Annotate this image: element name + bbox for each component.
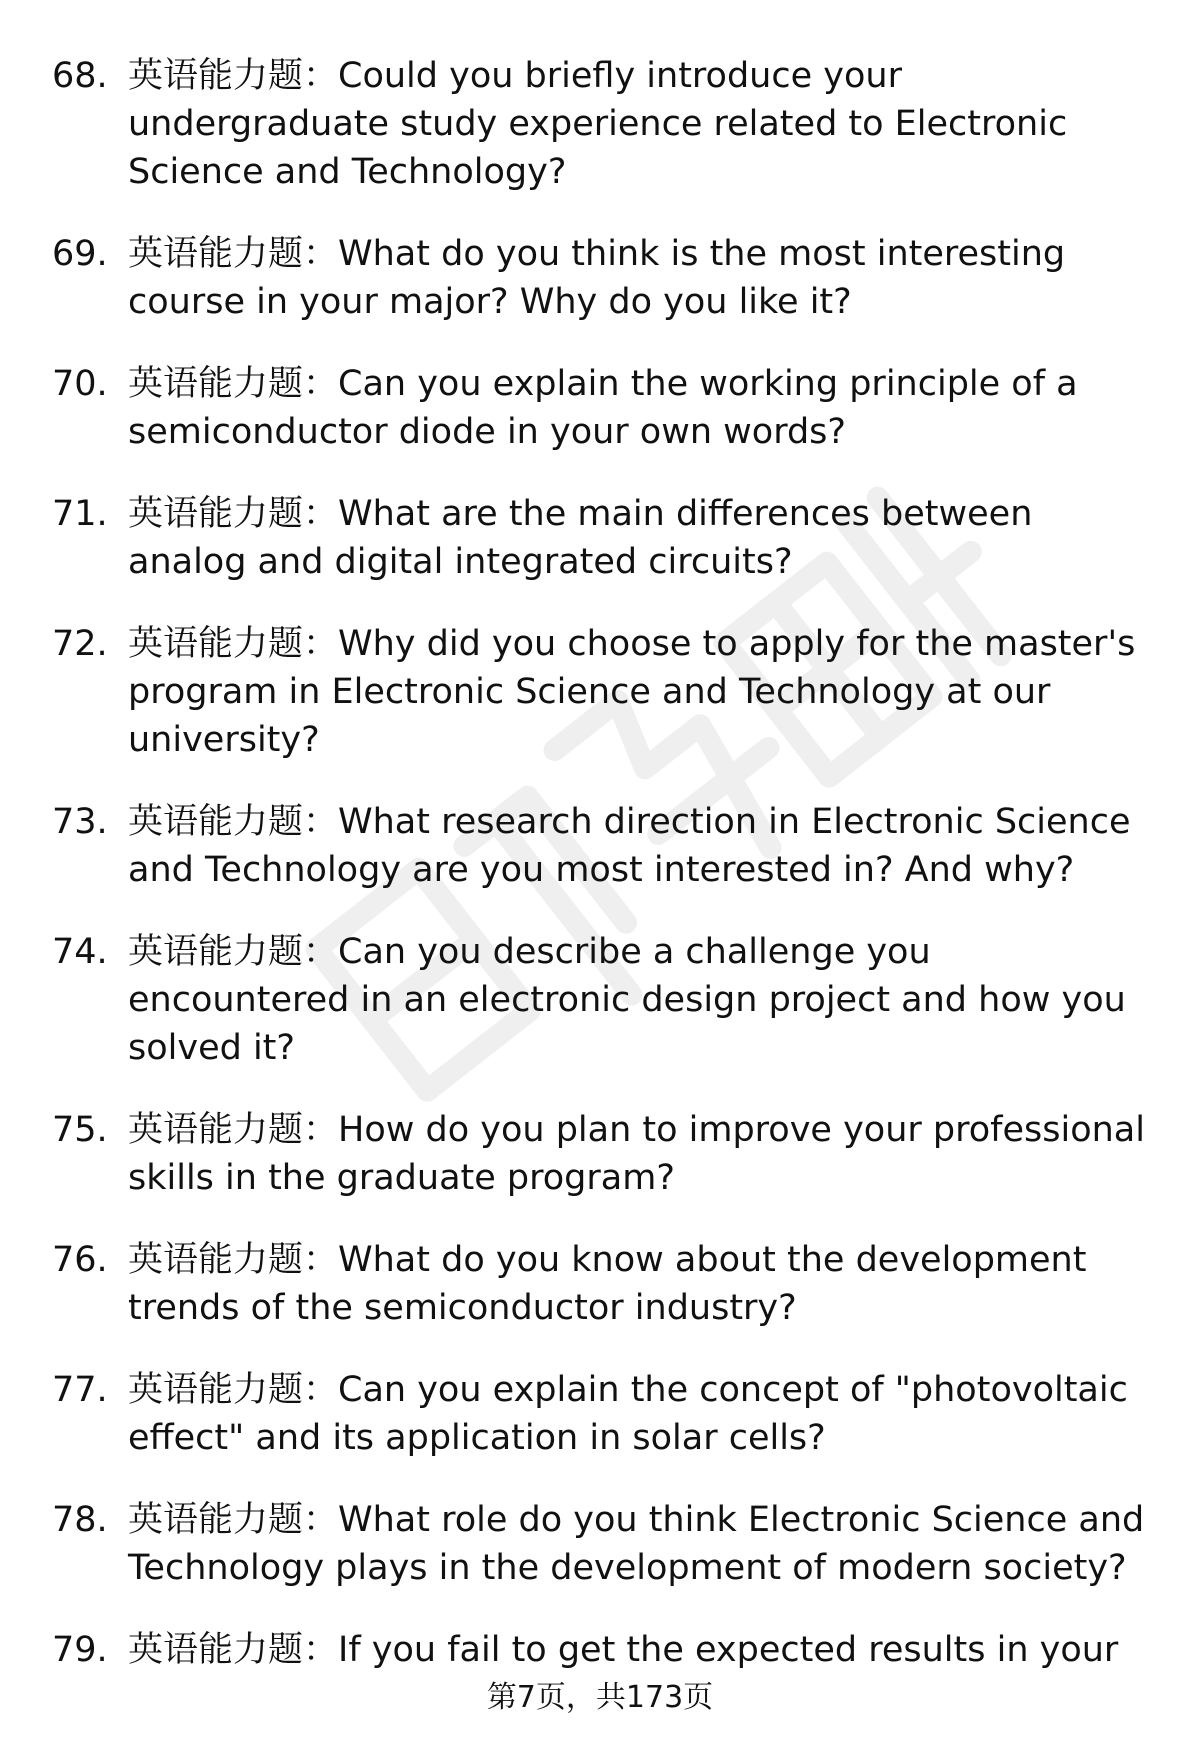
question-text	[128, 230, 1152, 326]
question-item-71	[52, 490, 1152, 586]
question-tag: 英语能力题：	[128, 1500, 339, 1540]
question-tag: 英语能力题：	[128, 1370, 339, 1410]
question-body: What research direction in Electronic Science and Technology are you most interested in? And why?	[128, 802, 1131, 890]
question-number: 79.	[52, 1630, 108, 1670]
question-body: What do you know about the development trends of the semiconductor industry?	[128, 1240, 1087, 1328]
question-text	[128, 1366, 1152, 1462]
question-number: 74.	[52, 932, 108, 972]
question-tag: 英语能力题：	[128, 802, 339, 842]
question-item-74	[52, 928, 1152, 1072]
question-number: 70.	[52, 364, 108, 404]
question-body: Can you explain the concept of "photovoltaic effect" and its application in solar cells?	[128, 1370, 1128, 1458]
question-number: 76.	[52, 1240, 108, 1280]
question-text	[128, 52, 1152, 196]
question-body: What do you think is the most interesting course in your major? Why do you like it?	[128, 234, 1066, 322]
question-tag: 英语能力题：	[128, 364, 339, 404]
question-body: Why did you choose to apply for the master's program in Electronic Science and Technology at our university?	[128, 624, 1136, 760]
question-item-77	[52, 1366, 1152, 1462]
page-indicator: 第7页，共173页	[486, 1680, 714, 1715]
question-body: What role do you think Electronic Science and Technology plays in the development of modern society?	[128, 1500, 1145, 1588]
question-tag: 英语能力题：	[128, 1630, 339, 1670]
question-item-72	[52, 620, 1152, 764]
question-number: 77.	[52, 1370, 108, 1410]
question-item-76	[52, 1236, 1152, 1332]
question-body: What are the main differences between analog and digital integrated circuits?	[128, 494, 1033, 582]
question-number: 73.	[52, 802, 108, 842]
question-text	[128, 620, 1152, 764]
question-number: 71.	[52, 494, 108, 534]
question-tag: 英语能力题：	[128, 624, 339, 664]
question-tag: 英语能力题：	[128, 932, 339, 972]
question-tag: 英语能力题：	[128, 494, 339, 534]
question-tag: 英语能力题：	[128, 56, 339, 96]
question-number: 69.	[52, 234, 108, 274]
question-item-79	[52, 1626, 1152, 1674]
question-body: If you fail to get the expected results in your	[338, 1630, 1119, 1670]
question-text	[128, 360, 1152, 456]
question-body: Could you briefly introduce your undergraduate study experience related to Electronic Science and Technology?	[128, 56, 1068, 192]
question-text	[128, 1626, 1152, 1674]
question-item-73	[52, 798, 1152, 894]
question-tag: 英语能力题：	[128, 1110, 339, 1150]
question-number: 75.	[52, 1110, 108, 1150]
question-item-78	[52, 1496, 1152, 1592]
question-list	[52, 52, 1152, 1708]
question-body: Can you explain the working principle of a semiconductor diode in your own words?	[128, 364, 1078, 452]
question-item-68	[52, 52, 1152, 196]
question-tag: 英语能力题：	[128, 234, 339, 274]
question-number: 72.	[52, 624, 108, 664]
question-text	[128, 490, 1152, 586]
question-number: 78.	[52, 1500, 108, 1540]
question-text	[128, 928, 1152, 1072]
question-text	[128, 1236, 1152, 1332]
question-text	[128, 1106, 1152, 1202]
question-text	[128, 1496, 1152, 1592]
question-item-69	[52, 230, 1152, 326]
question-body: How do you plan to improve your professional skills in the graduate program?	[128, 1110, 1145, 1198]
question-text	[128, 798, 1152, 894]
question-item-70	[52, 360, 1152, 456]
question-number: 68.	[52, 56, 108, 96]
question-body: Can you describe a challenge you encountered in an electronic design project and how you solved it?	[128, 932, 1126, 1068]
question-tag: 英语能力题：	[128, 1240, 339, 1280]
question-item-75	[52, 1106, 1152, 1202]
